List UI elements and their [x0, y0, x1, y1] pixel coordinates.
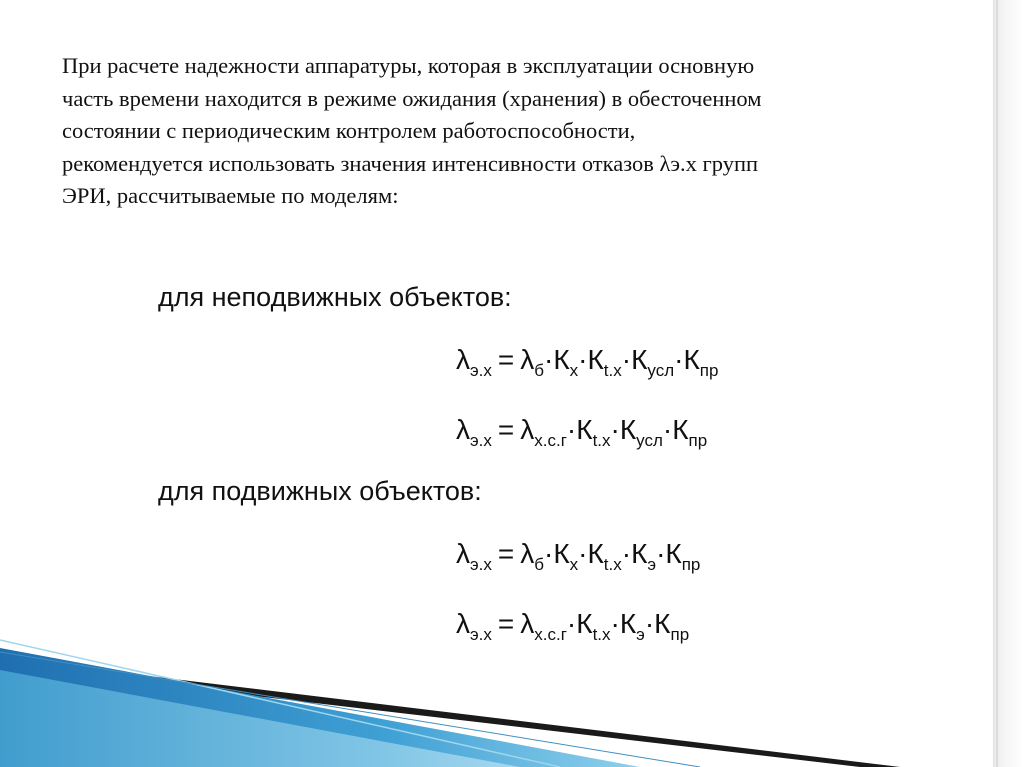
- mobile-formula-2: $\lambda_{э.х} = \lambda_{х.с.г}\cdot К_{t.х}\cdot К_э\cdot К_{пр}$: [456, 608, 690, 644]
- fixed-objects-heading: для неподвижных объектов:: [158, 282, 512, 312]
- intro-line: При расчете надежности аппаратуры, которая в эксплуатации основную: [62, 53, 755, 78]
- mobile-formula-1: $\lambda_{э.х} = \lambda_б\cdot К_х\cdot К_{t.х}\cdot К_э\cdot К_{пр}$: [456, 538, 701, 574]
- intro-paragraph: [62, 50, 967, 213]
- fixed-formula-1: $\lambda_{э.х} = \lambda_б\cdot К_х\cdot К_{t.х}\cdot К_{усл}\cdot К_{пр}$: [456, 344, 719, 380]
- intro-line: ЭРИ, рассчитываемые по моделям:: [62, 183, 399, 208]
- bottom-decorative-swoosh: [0, 600, 900, 767]
- intro-line: рекомендуется использовать значения интенсивности отказов λэ.х групп: [62, 150, 759, 176]
- mobile-objects-heading: для подвижных объектов:: [158, 476, 482, 506]
- right-decorative-strip: [993, 0, 1024, 767]
- intro-line: состоянии с периодическим контролем работоспособности,: [62, 118, 636, 143]
- intro-line: часть времени находится в режиме ожидания (хранения) в обесточенном: [62, 85, 762, 111]
- fixed-formula-2: $\lambda_{э.х} = \lambda_{х.с.г}\cdot К_{t.х}\cdot К_{усл}\cdot К_{пр}$: [456, 414, 708, 450]
